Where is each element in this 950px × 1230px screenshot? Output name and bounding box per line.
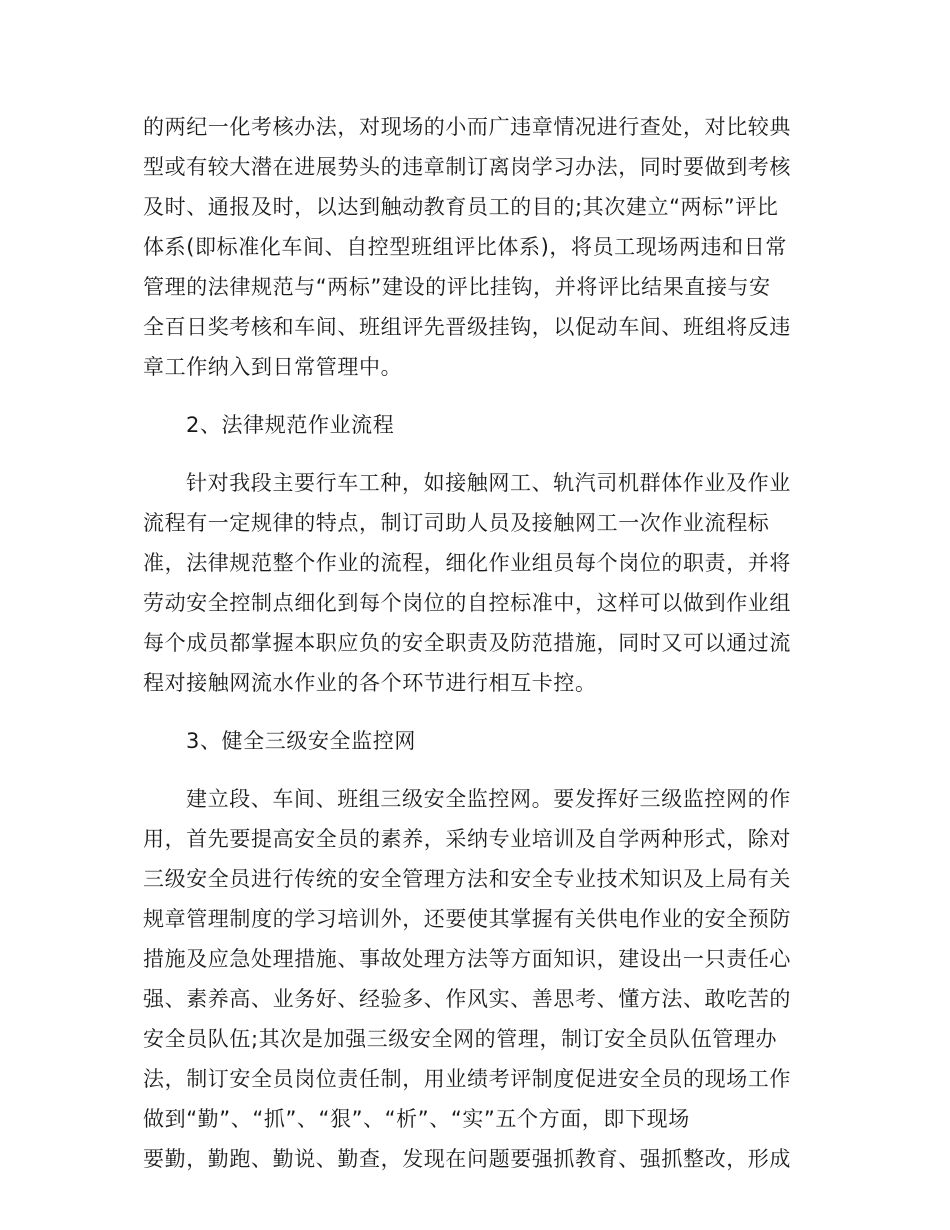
paragraph-line: 流程有一定规律的特点，制订司助人员及接触网工一次作业流程标 — [143, 511, 770, 535]
paragraph-line: 章工作纳入到日常管理中。 — [143, 355, 403, 379]
paragraph-line: 做到“勤”、“抓”、“狠”、“析”、“实”五个方面，即下现场 — [143, 1107, 690, 1131]
section-heading-2: 2、法律规范作业流程 — [186, 413, 395, 437]
paragraph-line: 针对我段主要行车工种，如接触网工、轨汽司机群体作业及作业 — [186, 471, 791, 495]
section-heading-3: 3、健全三级安全监控网 — [186, 729, 416, 753]
paragraph-line: 法，制订安全员岗位责任制，用业绩考评制度促进安全员的现场工作 — [143, 1067, 791, 1091]
paragraph-line: 劳动安全控制点细化到每个岗位的自控标准中，这样可以做到作业组 — [143, 591, 791, 615]
paragraph-line: 措施及应急处理措施、事故处理方法等方面知识，建设出一只责任心 — [143, 947, 791, 971]
paragraph-line: 的两纪一化考核办法，对现场的小而广违章情况进行查处，对比较典 — [143, 115, 791, 139]
paragraph-line: 用，首先要提高安全员的素养，采纳专业培训及自学两种形式，除对 — [143, 827, 791, 851]
paragraph-line: 管理的法律规范与“两标”建设的评比挂钩，并将评比结果直接与安 — [143, 275, 771, 299]
paragraph-line: 强、素养高、业务好、经验多、作风实、善思考、懂方法、敢吃苦的 — [143, 987, 791, 1011]
paragraph-line: 及时、通报及时，以达到触动教育员工的目的;其次建立“两标”评比 — [143, 195, 779, 219]
paragraph-line: 体系(即标准化车间、自控型班组评比体系)，将员工现场两违和日常 — [143, 235, 787, 259]
paragraph-line: 安全员队伍;其次是加强三级安全网的管理，制订安全员队伍管理办 — [143, 1027, 778, 1051]
paragraph-line: 要勤，勤跑、勤说、勤查，发现在问题要强抓教育、强抓整改，形成 — [143, 1147, 791, 1171]
paragraph-line: 型或有较大潜在进展势头的违章制订离岗学习办法，同时要做到考核 — [143, 155, 791, 179]
paragraph-line: 程对接触网流水作业的各个环节进行相互卡控。 — [143, 671, 597, 695]
paragraph-line: 三级安全员进行传统的安全管理方法和安全专业技术知识及上局有关 — [143, 867, 791, 891]
paragraph-line: 全百日奖考核和车间、班组评先晋级挂钩，以促动车间、班组将反违 — [143, 315, 791, 339]
paragraph-line: 建立段、车间、班组三级安全监控网。要发挥好三级监控网的作 — [186, 787, 791, 811]
paragraph-line: 规章管理制度的学习培训外，还要使其掌握有关供电作业的安全预防 — [143, 907, 791, 931]
paragraph-line: 准，法律规范整个作业的流程，细化作业组员每个岗位的职责，并将 — [143, 551, 791, 575]
paragraph-line: 每个成员都掌握本职应负的安全职责及防范措施，同时又可以通过流 — [143, 631, 791, 655]
